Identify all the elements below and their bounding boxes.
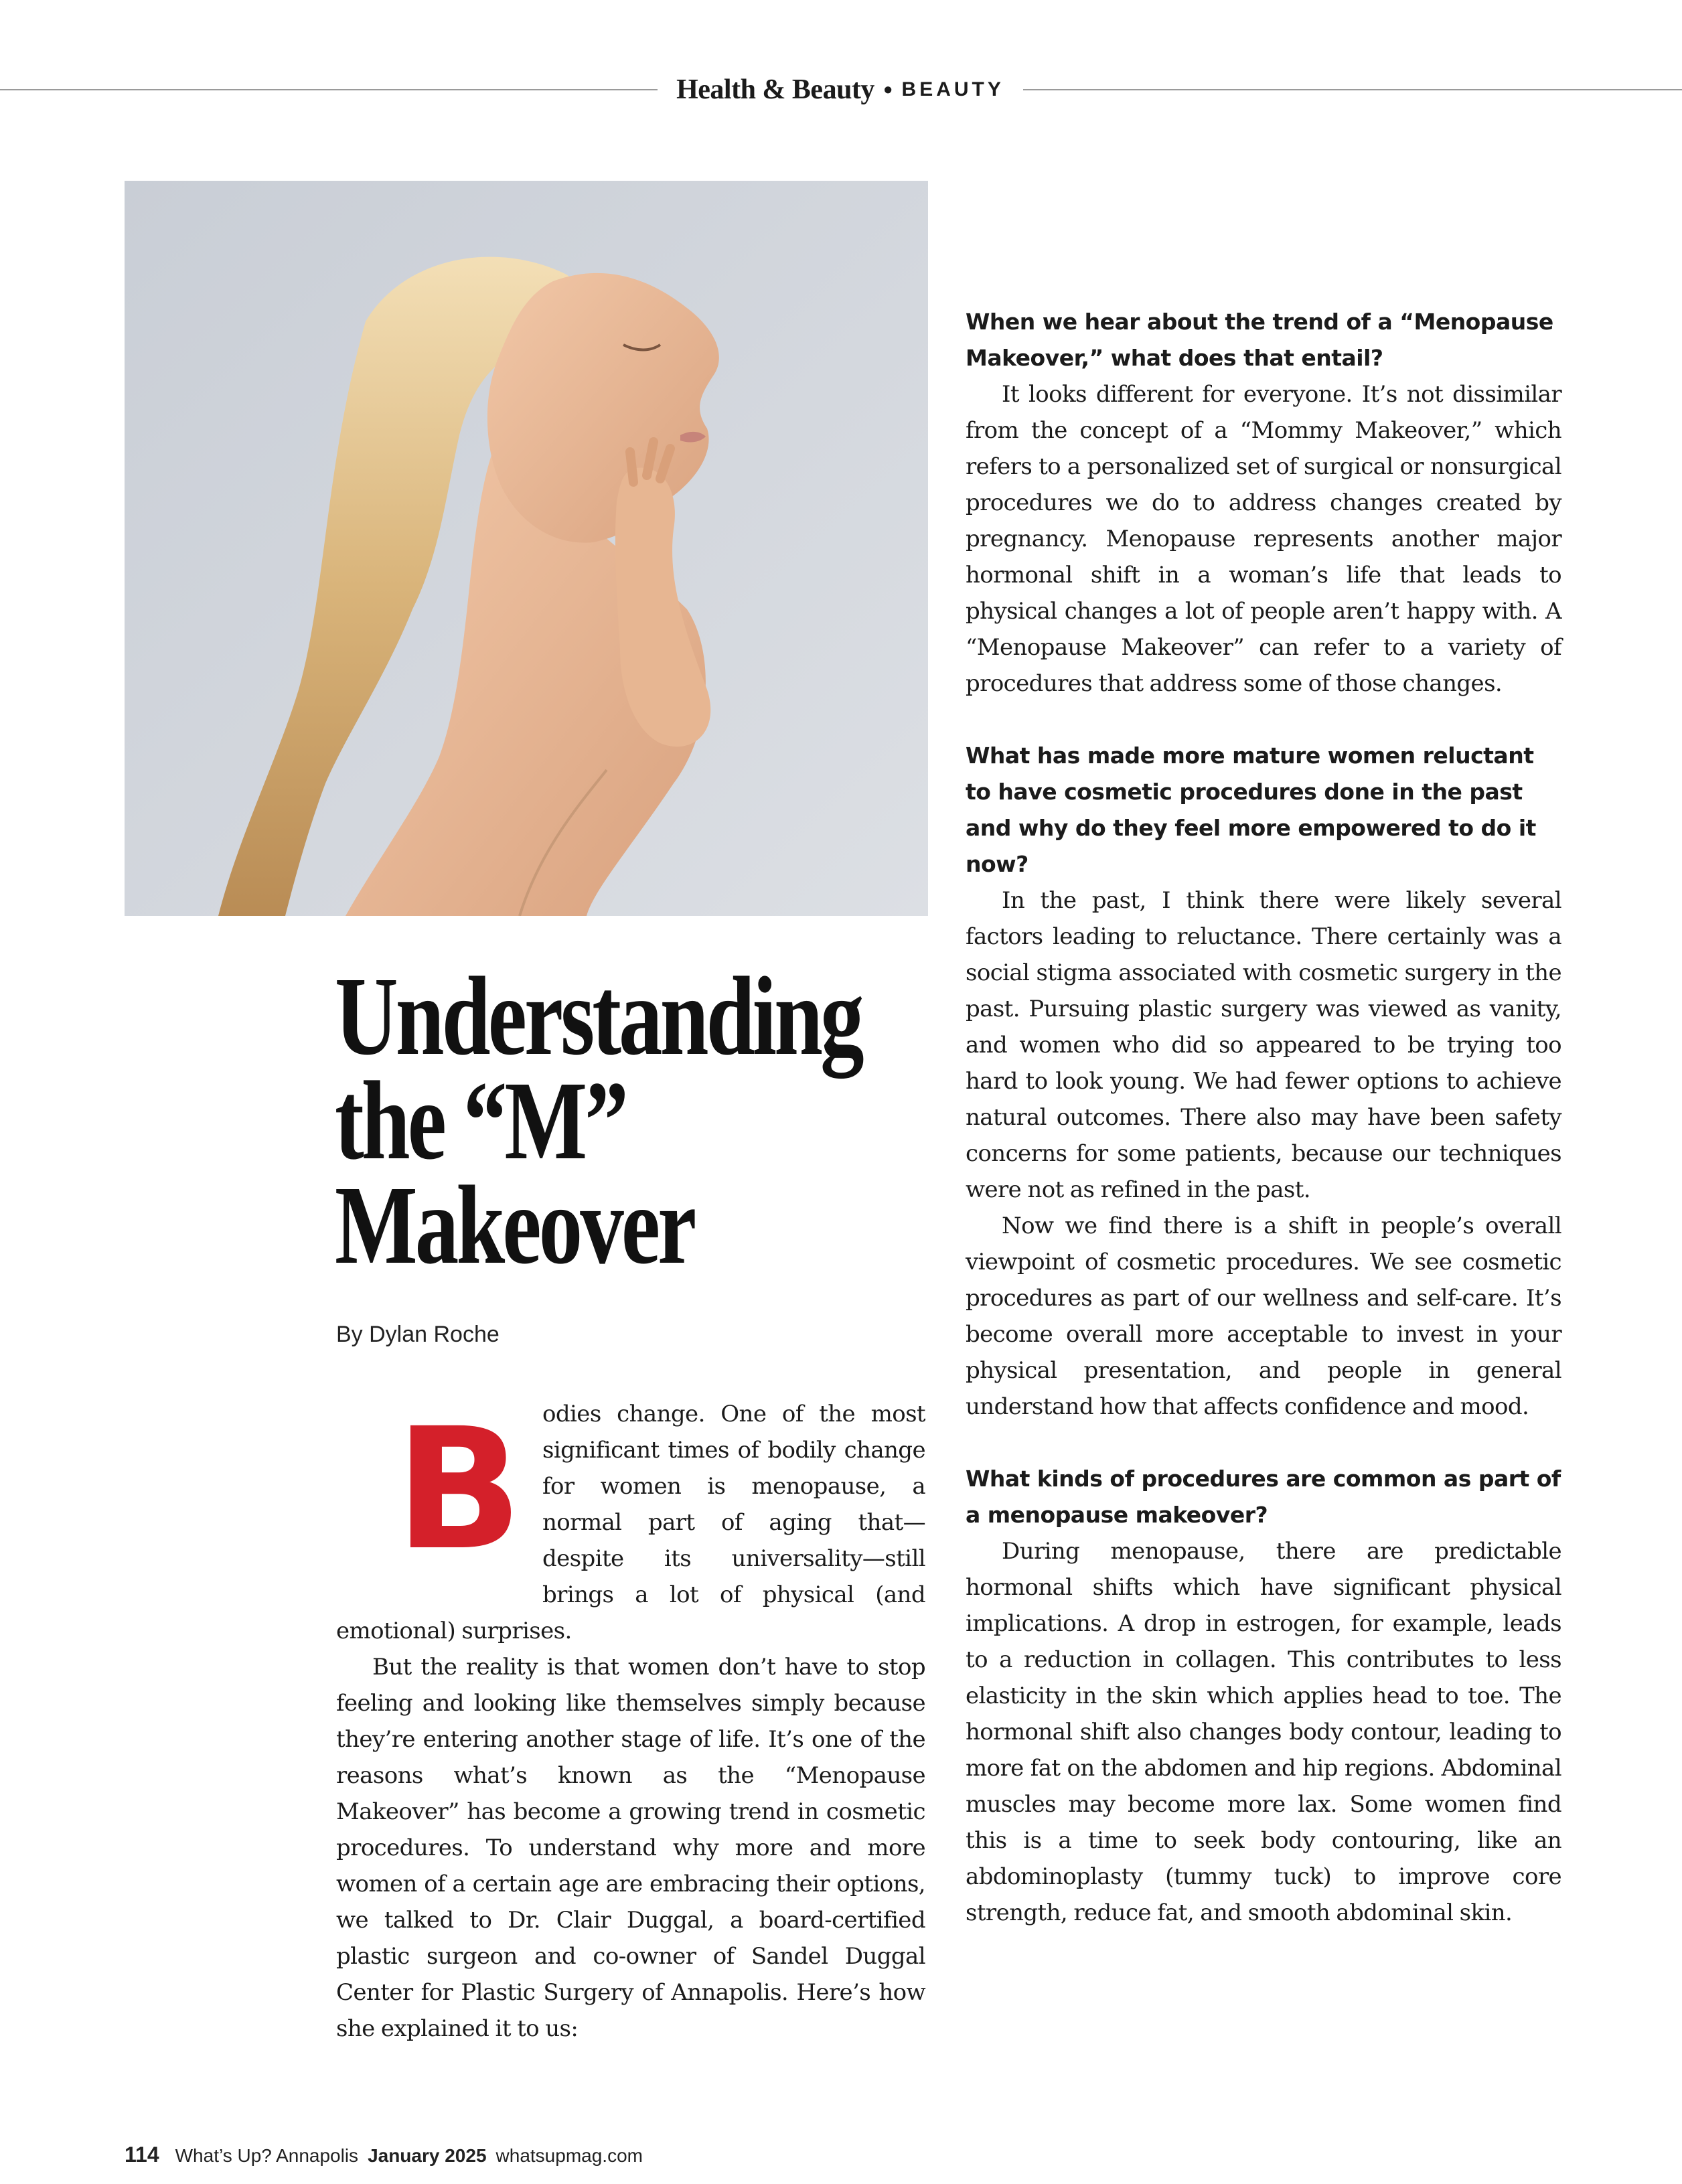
header-subsection: BEAUTY [901, 78, 1004, 100]
answer-paragraph: In the past, I think there were likely several factors leading to reluctance. There certainly was a social stigma associated with cosmetic surgery in the past. Pursuing plastic surgery was viewed as vanity, and women who did so appeared to be trying too hard to look young. We had fewer options to achieve natural outcomes. There also may have been safety concerns for some patients, because our techniques were not as refined in the past. [966, 887, 1561, 1203]
article-photo [125, 181, 928, 916]
header-section: Health & Beauty [676, 74, 874, 105]
publication-name: What’s Up? Annapolis [175, 2145, 359, 2166]
issue-date: January 2025 [368, 2145, 487, 2166]
website: whatsupmag.com [495, 2145, 643, 2166]
drop-cap-box [336, 1392, 537, 1590]
title-line: Understanding [335, 954, 862, 1079]
page-footer [125, 2142, 643, 2167]
section-spacer [966, 1425, 1561, 1461]
intro-column [336, 1392, 925, 2047]
drop-cap: B [395, 1392, 523, 1587]
question: What kinds of procedures are common as part of a menopause makeover? [966, 1466, 1561, 1528]
intro-paragraph: But the reality is that women don’t have to stop feeling and looking like themselves simply because they’re entering another stage of life. It’s one of the reasons what’s known as the “Menopause Makeover” has become a growing trend in cosmetic procedures. To understand why more and more women of a certain age are embracing their options, we talked to Dr. Clair Duggal, a board-certified plastic surgeon and co-owner of Sandel Duggal Center for Plastic Surgery of Annapolis. Here’s how she explained it to us: [336, 1654, 925, 2042]
answer-paragraph: During menopause, there are predictable hormonal shifts which have significant physical implications. A drop in estrogen, for example, leads to a reduction in collagen. This contributes to less elasticity in the skin which applies head to toe. The hormonal shift also changes body contour, leading to more fat on the abdomen and hip regions. Abdominal muscles may become more lax. Some women find this is a time to seek body contouring, like an abdominoplasty (tummy tuck) to improve core strength, reduce fat, and smooth abdominal skin. [966, 1538, 1561, 1926]
page-number: 114 [125, 2142, 159, 2167]
header-separator: • [883, 76, 893, 103]
answer-paragraph: It looks different for everyone. It’s not dissimilar from the concept of a “Mommy Makeover,” which refers to a personalized set of surgical or nonsurgical procedures we do to address changes created by pregnancy. Menopause represents another major hormonal shift in a woman’s life that leads to physical changes a lot of people aren’t happy with. A “Menopause Makeover” can refer to a variety of procedures that address some of those changes. [966, 381, 1561, 697]
answer-paragraph: Now we find there is a shift in people’s overall viewpoint of cosmetic procedures. We see cosmetic procedures as part of our wellness and self-care. It’s become overall more acceptable to invest in your physical presentation, and people in general understand how that affects confidence and mood. [966, 1213, 1561, 1420]
qa-column [966, 304, 1561, 1931]
running-header [663, 70, 1018, 110]
section-spacer [966, 702, 1561, 738]
header-rule-right [1023, 89, 1682, 90]
question: When we hear about the trend of a “Menopause Makeover,” what does that entail? [966, 309, 1553, 371]
article-title [335, 954, 862, 1288]
title-line: the “M” [335, 1059, 626, 1183]
question: What has made more mature women reluctant to have cosmetic procedures done in the past and why do they feel more empowered to do it now? [966, 743, 1536, 877]
intro-paragraph: odies change. One of the most significant times of bodily change for women is menopause, a normal part of aging that—despite its universality—still brings a lot of physical (and emotional) surprises. [336, 1401, 925, 1644]
title-line: Makeover [335, 1163, 694, 1288]
byline: By Dylan Roche [336, 1322, 500, 1347]
header-rule-left [0, 89, 658, 90]
